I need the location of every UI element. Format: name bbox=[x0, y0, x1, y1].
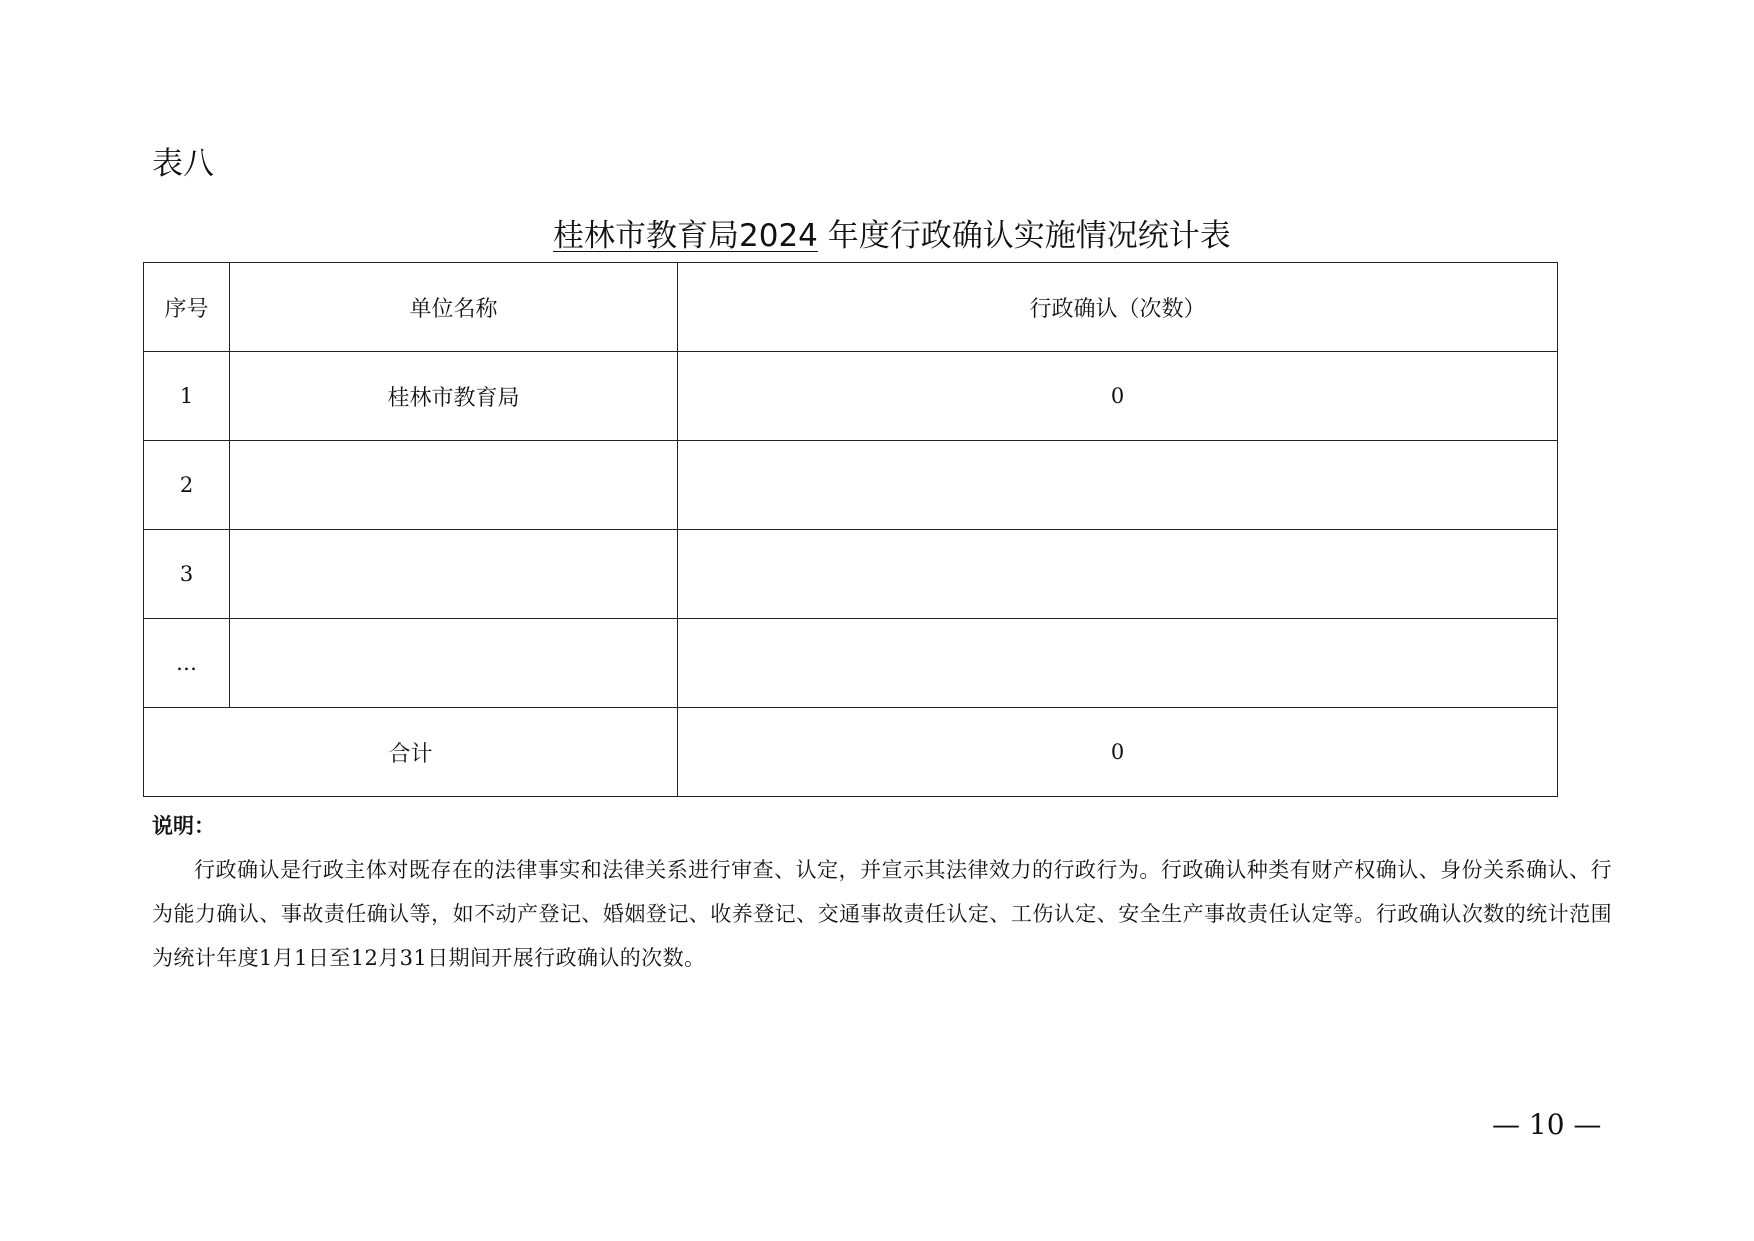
row-index: 3 bbox=[144, 530, 230, 619]
title-underlined-part: 桂林市教育局2024 bbox=[553, 218, 818, 254]
table-header-row bbox=[144, 263, 1558, 352]
title-rest: 年度行政确认实施情况统计表 bbox=[827, 218, 1231, 254]
row-count bbox=[678, 530, 1558, 619]
row-count bbox=[678, 441, 1558, 530]
header-confirmation-count: 行政确认（次数） bbox=[678, 263, 1558, 352]
row-index: 1 bbox=[144, 352, 230, 441]
row-unit-name bbox=[230, 530, 678, 619]
total-label: 合计 bbox=[144, 708, 678, 797]
row-count: 0 bbox=[678, 352, 1558, 441]
table-row bbox=[144, 619, 1558, 708]
row-count bbox=[678, 619, 1558, 708]
row-unit-name bbox=[230, 619, 678, 708]
header-unit-name: 单位名称 bbox=[230, 263, 678, 352]
page-number: — 10 — bbox=[1492, 1108, 1602, 1141]
notes-body: 行政确认是行政主体对既存在的法律事实和法律关系进行审查、认定，并宣示其法律效力的行政行为。行政确认种类有财产权确认、身份关系确认、行为能力确认、事故责任确认等，如不动产登记、婚姻登记、收养登记、交通事故责任认定、工伤认定、安全生产事故责任认定等。行政确认次数的统计范围为统计年度1月1日至12月31日期间开展行政确认的次数。 bbox=[152, 858, 1612, 970]
table-row bbox=[144, 530, 1558, 619]
table-row bbox=[144, 352, 1558, 441]
notes-heading: 说明： bbox=[152, 814, 215, 838]
table-row bbox=[144, 441, 1558, 530]
document-title bbox=[553, 210, 1231, 255]
header-index: 序号 bbox=[144, 263, 230, 352]
row-index: … bbox=[144, 619, 230, 708]
table-total-row bbox=[144, 708, 1558, 797]
row-index: 2 bbox=[144, 441, 230, 530]
statistics-table bbox=[143, 262, 1558, 797]
total-value: 0 bbox=[678, 708, 1558, 797]
table-label: 表八 bbox=[152, 146, 214, 182]
row-unit-name bbox=[230, 441, 678, 530]
row-unit-name: 桂林市教育局 bbox=[230, 352, 678, 441]
